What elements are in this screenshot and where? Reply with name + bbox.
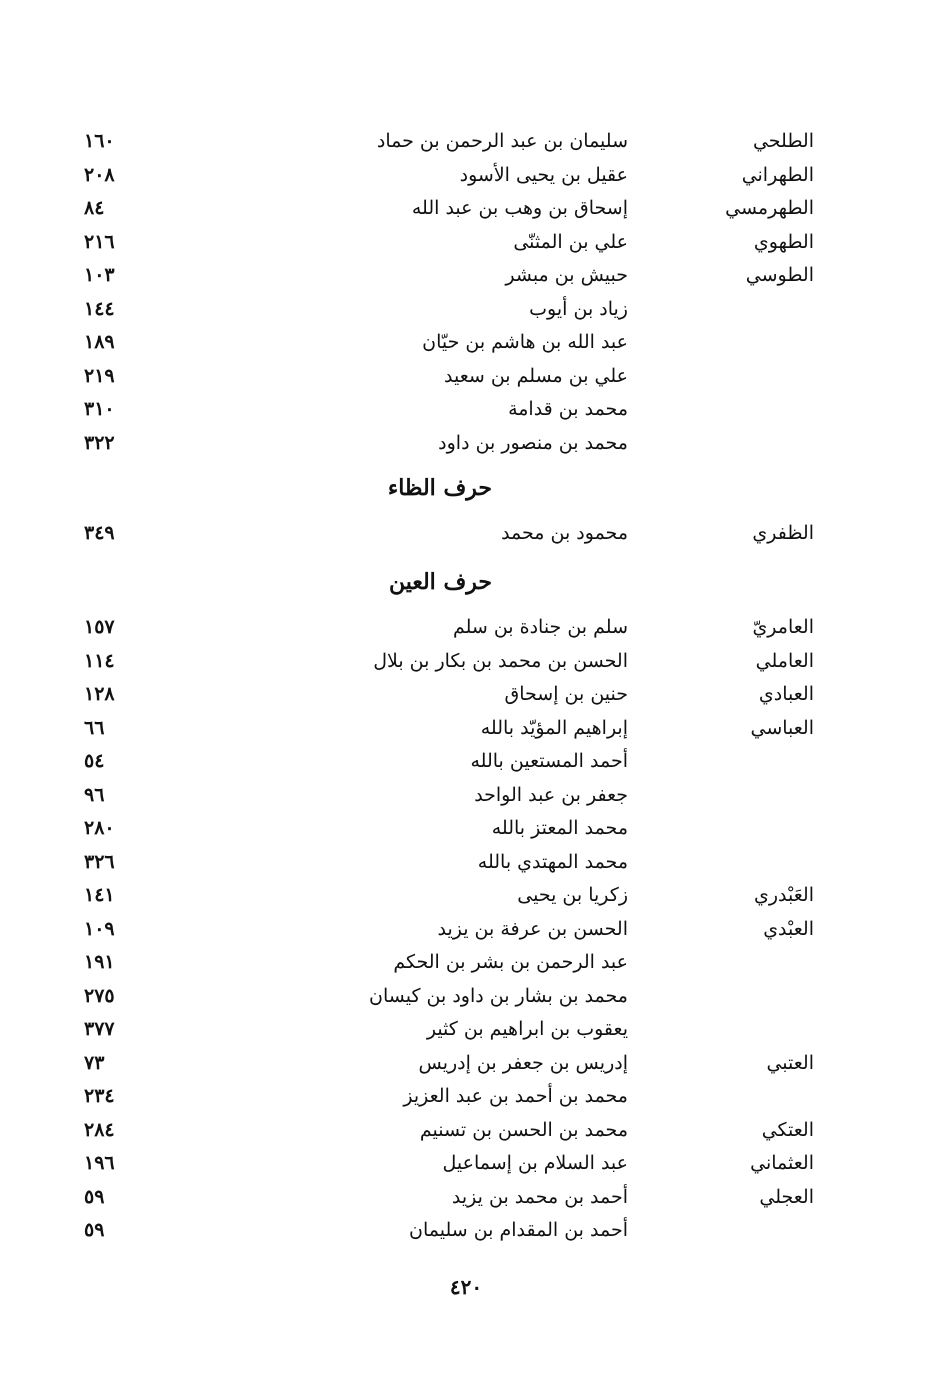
person-name: عبد السلام بن إسماعيل <box>442 1152 628 1174</box>
section-ta-entries <box>0 126 932 461</box>
page-reference: ٥٩ <box>84 1185 105 1208</box>
person-name: محمد بن الحسن بن تسنيم <box>419 1118 628 1141</box>
person-name: محمد بن بشار بن داود بن كيسان <box>369 984 628 1007</box>
heading-letter-za: حرف الظاء <box>387 475 492 501</box>
person-name: عقيل بن يحيى الأسود <box>459 163 628 186</box>
nisba-label: العثماني <box>750 1152 814 1174</box>
person-name: أحمد بن المقدام بن سليمان <box>409 1219 628 1241</box>
nisba-label: العَبْدري <box>754 884 814 906</box>
person-name: عبد الرحمن بن بشر بن الحكم <box>393 951 628 973</box>
index-entry-row <box>0 914 932 948</box>
person-name: عبد الله بن هاشم بن حيّان <box>422 331 628 353</box>
person-name: أحمد بن محمد بن يزيد <box>451 1185 628 1208</box>
index-entry-row <box>0 227 932 261</box>
page-reference: ١١٤ <box>84 649 115 672</box>
person-name: حبيش بن مبشر <box>505 264 628 286</box>
nisba-label: العجلي <box>759 1185 814 1208</box>
person-name: محمد بن أحمد بن عبد العزيز <box>403 1085 628 1107</box>
index-entry-row <box>0 947 932 981</box>
nisba-label: الطلحي <box>752 130 814 152</box>
index-entry-row <box>0 160 932 194</box>
person-name: أحمد المستعين بالله <box>470 750 628 772</box>
page-reference: ٣٤٩ <box>84 522 115 544</box>
person-name: إبراهيم المؤيّد بالله <box>480 716 628 739</box>
person-name: زكريا بن يحيى <box>517 884 628 906</box>
index-entry-row <box>0 327 932 361</box>
page-reference: ٥٩ <box>84 1219 105 1241</box>
person-name: إسحاق بن وهب بن عبد الله <box>411 197 628 219</box>
nisba-label: العباسي <box>750 716 814 739</box>
page-reference: ١٩٦ <box>84 1152 115 1174</box>
page-reference: ٥٤ <box>84 750 105 772</box>
index-entry-row <box>0 847 932 881</box>
page-reference: ١٥٧ <box>84 616 115 638</box>
page-reference: ١٤١ <box>84 884 115 906</box>
page-reference: ٢١٦ <box>84 230 115 253</box>
nisba-label: العامريّ <box>752 616 814 638</box>
person-name: محمد بن قدامة <box>508 398 628 420</box>
person-name: علي بن المثنّى <box>513 230 628 253</box>
person-name: الحسن بن عرفة بن يزيد <box>437 917 628 940</box>
person-name: محمود بن محمد <box>501 522 628 544</box>
nisba-label: الطوسي <box>745 264 814 286</box>
page-reference: ٢٨٠ <box>84 817 115 839</box>
index-entry-row <box>0 1215 932 1249</box>
index-entry-row <box>0 981 932 1015</box>
person-name: جعفر بن عبد الواحد <box>474 783 628 806</box>
page-reference: ٩٦ <box>84 783 105 806</box>
page-reference: ٣١٠ <box>84 398 115 420</box>
page-reference: ١٠٣ <box>84 264 115 286</box>
person-name: إدريس بن جعفر بن إدريس <box>418 1051 628 1074</box>
page-reference: ٣٧٧ <box>84 1018 115 1040</box>
index-entry-row <box>0 428 932 462</box>
person-name: سلم بن جنادة بن سلم <box>452 616 628 638</box>
index-entry-row <box>0 746 932 780</box>
person-name: زياد بن أيوب <box>529 297 628 320</box>
page-reference: ١٤٤ <box>84 297 115 320</box>
page-reference: ١٩١ <box>84 951 115 973</box>
person-name: محمد المعتز بالله <box>491 817 628 839</box>
heading-letter-ain: حرف العين <box>388 569 492 595</box>
page-reference: ٢٧٥ <box>84 984 115 1007</box>
index-entry-row <box>0 260 932 294</box>
index-entry-row <box>0 193 932 227</box>
index-entry-row <box>0 612 932 646</box>
person-name: حنين بن إسحاق <box>504 683 628 705</box>
nisba-label: العاملي <box>755 649 814 672</box>
index-entry-row <box>0 780 932 814</box>
index-entry-row <box>0 1048 932 1082</box>
index-entry-row <box>0 1148 932 1182</box>
nisba-label: الطهراني <box>741 163 814 186</box>
index-entry-row <box>0 294 932 328</box>
person-name: محمد المهتدي بالله <box>477 850 628 873</box>
section-ain-entries <box>0 612 932 1249</box>
index-entry-row <box>0 646 932 680</box>
section-za-entries <box>0 518 932 552</box>
nisba-label: الظفري <box>752 522 814 544</box>
person-name: محمد بن منصور بن داود <box>438 431 628 454</box>
person-name: علي بن مسلم بن سعيد <box>444 364 628 387</box>
index-entry-row <box>0 1182 932 1216</box>
page-reference: ٢١٩ <box>84 364 115 387</box>
index-entry-row <box>0 394 932 428</box>
nisba-label: الطهرمسي <box>725 197 814 219</box>
index-entry-row <box>0 1014 932 1048</box>
nisba-label: العبْدي <box>763 917 814 940</box>
index-entry-row <box>0 126 932 160</box>
person-name: سليمان بن عبد الرحمن بن حماد <box>376 130 628 152</box>
page-reference: ١٨٩ <box>84 331 115 353</box>
index-entry-row <box>0 518 932 552</box>
index-entry-row <box>0 679 932 713</box>
page-reference: ٢٨٤ <box>84 1118 115 1141</box>
page-reference: ٣٢٢ <box>84 431 115 454</box>
page-reference: ١٢٨ <box>84 683 115 705</box>
nisba-label: الطهوي <box>753 230 814 253</box>
page-reference: ١٠٩ <box>84 917 115 940</box>
index-entry-row <box>0 713 932 747</box>
page-reference: ٣٢٦ <box>84 850 115 873</box>
page-reference: ٧٣ <box>84 1051 105 1074</box>
nisba-label: العتبي <box>766 1051 814 1074</box>
page-reference: ١٦٠ <box>84 130 115 152</box>
page-reference: ٦٦ <box>84 716 105 739</box>
person-name: يعقوب بن ابراهيم بن كثير <box>426 1018 628 1040</box>
page-reference: ٢٠٨ <box>84 163 115 186</box>
page-number: ٤٢٠ <box>449 1275 483 1299</box>
page-reference: ٨٤ <box>84 197 105 219</box>
index-entry-row <box>0 361 932 395</box>
nisba-label: العبادي <box>758 683 814 705</box>
index-entry-row <box>0 880 932 914</box>
index-entry-row <box>0 1081 932 1115</box>
nisba-label: العتكي <box>761 1118 814 1141</box>
page-reference: ٢٣٤ <box>84 1085 115 1107</box>
index-entry-row <box>0 813 932 847</box>
person-name: الحسن بن محمد بن بكار بن بلال <box>373 649 628 672</box>
index-entry-row <box>0 1115 932 1149</box>
